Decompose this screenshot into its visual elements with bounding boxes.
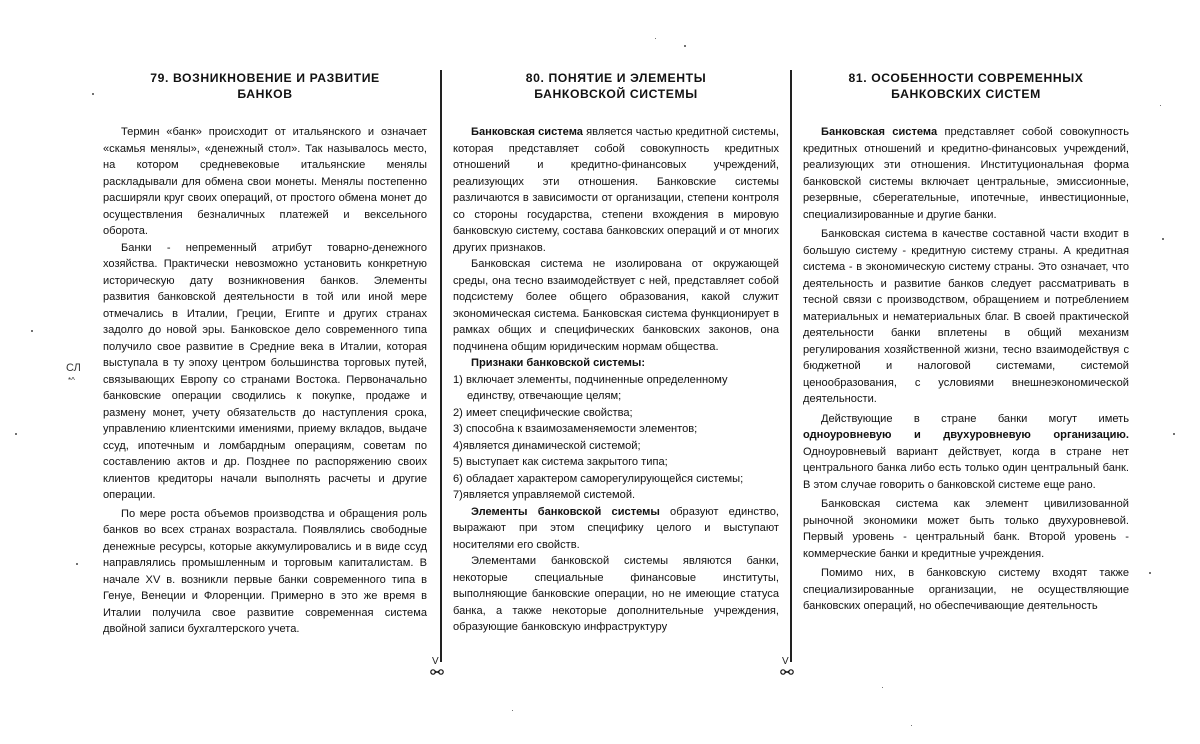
paragraph-text: представляет собой совокупность кредитных отношений и кредитно-финансовых учреждений, реализующих эти отношения. Институциональная форма банковской системы включает центральные, эмиссионные, резервные, сберегательные, ипотечные, инвестиционные, специализированные и другие банки. bbox=[803, 126, 1130, 221]
speck bbox=[655, 38, 656, 39]
paragraph: Банки - непременный атрибут товарно-денежного хозяйства. Практически невозможно установить конкретную историческую дату возникновения банков. Элементы развития банковской деятельности в той или иной мере отмечались в Италии, Греции, Египте и других странах задолго до новой эры. Банковское дело современного типа получило свое развитие в Средние века в Италии, которая выступала в ту эпоху центром большинства торговых путей, связывающих Европу со странами Востока. Первоначально банковские операции сводились к покупке, продаже и размену монет, учету обязательств до наступления срока, управлению клиентскими имениями, приему вкладов, выдаче ссуд, ипотечным и ломбардным операциям, советам по составлению актов и др. Позднее по распоряжению своих клиентов кредиторы начали выполнять расчеты и другие операции. bbox=[103, 241, 427, 501]
paragraph: По мере роста объемов производства и обращения роль банков во всех странах возрастала. Появлялись свободные денежные ресурсы, которые аккумулировались и в виде ссуд направлялись промышленным и торговым капиталистам. В начале XV в. возникли первые банки современного типа в Генуе, Венеции и Флоренции. Примерно в это же время в Италии получила свое развитие современная система двойной записи бухгалтерского учета. bbox=[103, 507, 427, 635]
speck bbox=[31, 330, 33, 332]
section-title-81: 81. ОСОБЕННОСТИ СОВРЕМЕННЫХ БАНКОВСКИХ СИСТЕМ bbox=[848, 71, 1084, 101]
list-item: 5) выступает как система закрытого типа; bbox=[453, 456, 668, 468]
paragraph-text: Одноуровневый вариант действует, когда в стране нет центрального банка либо есть только один центральный банк. В этом случае говорить о банковской системе еще рано. bbox=[803, 445, 1129, 491]
list-item: 4)является динамической системой; bbox=[453, 439, 641, 452]
speck bbox=[92, 93, 94, 95]
list-item: 7)является управляемой системой. bbox=[453, 489, 636, 501]
speck bbox=[882, 687, 883, 688]
features-list bbox=[453, 372, 779, 504]
column-79 bbox=[103, 70, 427, 638]
paragraph-text: является частью кредитной системы, которая представляет собой совокупность кредитных отношений и кредитно-финансовых учреждений, реализующих эти отношения. Банковские системы различаются в зависимости от организации, степени контроля со стороны государства, степени вхождения в мировую банковскую систему, состава банковских операций и от многих других признаков. bbox=[453, 126, 779, 254]
paragraph: Помимо них, в банковскую систему входят также специализированные организации, не осуществляющие банковских операций, но обеспечивающие деятельность bbox=[803, 567, 1129, 612]
speck bbox=[911, 725, 912, 726]
paragraph bbox=[453, 124, 779, 256]
paragraph-text: Действующие в стране банки могут иметь bbox=[821, 412, 1129, 425]
paragraph: Термин «банк» происходит от итальянского и означает «скамья менялы», «денежный стол». Так называлось место, на котором средневековые итальянские менялы раскладывали для обмена свои монеты. Менялы постепенно расширяли круг своих операций, от простого обмена монет до осуществления безналичных платежей и вексельного оборота. bbox=[103, 126, 427, 237]
paragraph: Банковская система не изолирована от окружающей среды, она тесно взаимодействует с ней, представляет собой подсистему более общего образования, какой служит экономическая система. Банковская система функционирует в рамках общих и специфических банковских законов, она подчинена общим юридическим нормам общества. bbox=[453, 258, 779, 353]
list-item: 2) имеет специфические свойства; bbox=[453, 406, 633, 419]
speck bbox=[1162, 238, 1164, 240]
speck bbox=[76, 563, 78, 565]
paragraph: Элементами банковской системы являются банки, некоторые специальные финансовые институты, выполняющие банковские операции, но не имеющие статуса банка, а также некоторые дополнительные учреждения, образующие банковскую инфраструктуру bbox=[453, 555, 779, 633]
term-bold: Элементы банковской системы bbox=[471, 505, 660, 518]
paragraph-text: образуют единство, выражают при этом специфику целого и выступают носителями его свойств. bbox=[453, 505, 779, 551]
term-bold: Банковская система bbox=[821, 126, 938, 138]
column-divider bbox=[440, 70, 442, 662]
speck bbox=[1160, 105, 1161, 106]
margin-note: СЛ bbox=[66, 362, 81, 374]
section-title-79: 79. ВОЗНИКНОВЕНИЕ И РАЗВИТИЕ БАНКОВ bbox=[150, 71, 380, 101]
continuation-mark: V bbox=[782, 656, 789, 667]
margin-note-mark: *^ bbox=[68, 376, 75, 385]
paragraph bbox=[803, 411, 1129, 494]
speck bbox=[512, 710, 513, 711]
column-divider bbox=[790, 70, 792, 662]
list-item: 1) включает элементы, подчиненные определенному единству, отвечающие целям; bbox=[453, 373, 728, 402]
section-title-80: 80. ПОНЯТИЕ И ЭЛЕМЕНТЫ БАНКОВСКОЙ СИСТЕМЫ bbox=[525, 71, 707, 101]
continuation-mark: V bbox=[432, 656, 439, 667]
paragraph bbox=[803, 124, 1129, 223]
column-80 bbox=[453, 70, 779, 636]
paragraph: Банковская система как элемент цивилизованной рыночной экономики может быть только двухуровневой. Первый уровень - центральный банк. Второй уровень - коммерческие банки и кредитные учреждения. bbox=[803, 498, 1129, 560]
list-item: 3) способна к взаимозаменяемости элементов; bbox=[453, 423, 698, 435]
speck bbox=[1173, 433, 1175, 435]
speck bbox=[1149, 572, 1151, 574]
list-item: 6) обладает характером саморегулирующейся системы; bbox=[453, 472, 744, 485]
scissors-icon bbox=[430, 668, 444, 676]
speck bbox=[15, 433, 17, 435]
term-bold: Банковская система bbox=[471, 126, 583, 138]
speck bbox=[684, 45, 686, 47]
paragraph bbox=[453, 504, 779, 554]
column-81 bbox=[803, 70, 1129, 615]
subheading: Признаки банковской системы: bbox=[471, 357, 646, 369]
scissors-icon bbox=[780, 668, 794, 676]
paragraph: Банковская система в качестве составной части входит в большую систему - кредитную систему страны. А кредитная система - в экономическую систему страны. Это означает, что деятельность и развитие банков следует рассматривать в тесной связи с производством, обращением и потреблением материальных и нематериальных благ. В своей практической деятельности банки вплетены в общий механизм регулирования хозяйственной жизни, тесно взаимодействуя с бюджетной и налоговой системами, системой ценообразования, с условиями внешнеэкономической деятельности. bbox=[803, 228, 1129, 405]
term-bold: одноуровневую и двухуровневую организацию. bbox=[803, 429, 1129, 441]
